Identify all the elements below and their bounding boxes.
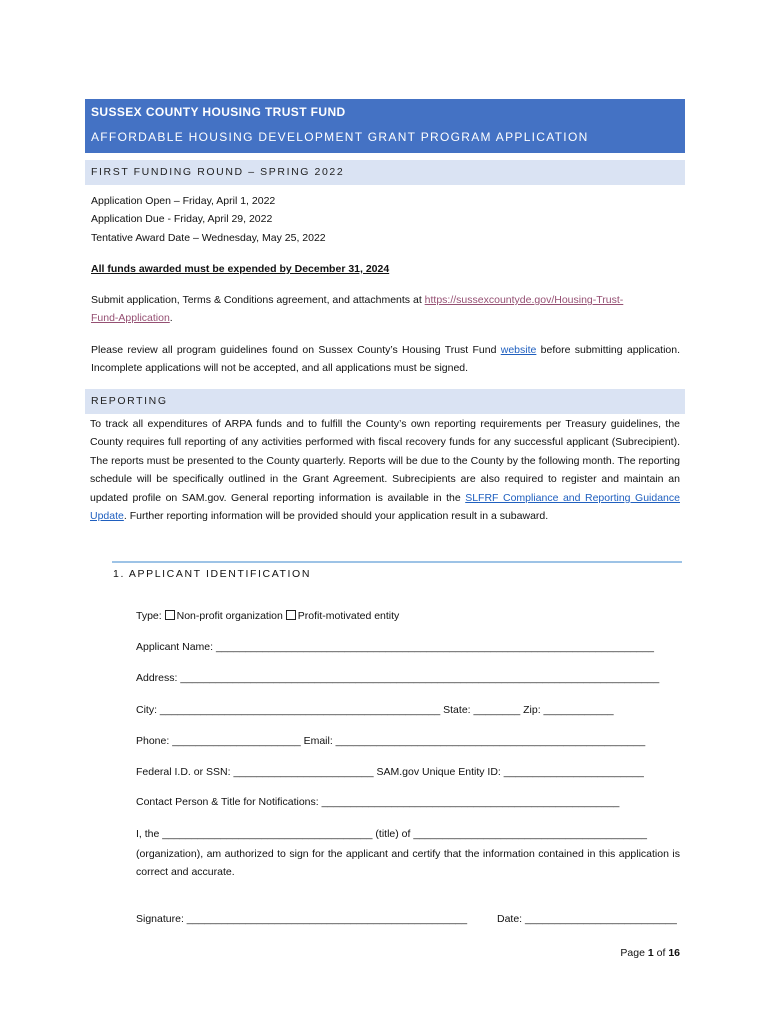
application-link-cont[interactable]: Fund-Application [91,312,170,325]
profit-label: Profit-motivated entity [297,610,400,622]
type-row [136,610,681,622]
submit-text: Submit application, Terms & Conditions agreement, and attachments at [91,294,425,306]
applicant-name-field[interactable]: Applicant Name: ___________________________________________________________________________ [136,641,654,653]
slfrf-guidance-link[interactable]: SLFRF Compliance and Reporting Guidance Update [90,491,680,523]
title-banner [85,99,685,153]
page-total: 16 [668,947,680,959]
page-number [600,947,680,959]
funds-notice: All funds awarded must be expended by December 31, 2024 [91,263,390,275]
reporting-text-end: . Further reporting information will be provided should your application result in a subaward. [123,510,549,523]
nonprofit-label: Non-profit organization [176,610,286,622]
contact-person-field[interactable]: Contact Person & Title for Notifications: ___________________________________________________ [136,796,620,808]
page-prefix: Page [620,947,648,959]
reporting-paragraph [90,415,680,525]
phone-email-field[interactable]: Phone: ______________________ Email: _____________________________________________________ [136,735,646,747]
certification-text: (organization), am authorized to sign for the applicant and certify that the information contained in this application is correct and accurate. [136,848,680,879]
date-field[interactable]: Date: __________________________ [497,913,677,925]
profit-checkbox[interactable] [286,610,296,620]
nonprofit-checkbox[interactable] [165,610,175,620]
review-text: Please review all program guidelines found on Sussex County’s Housing Trust Fund [91,344,501,356]
date-due: Application Due - Friday, April 29, 2022 [91,213,273,226]
date-open: Application Open – Friday, April 1, 2022 [91,195,276,207]
submit-end: . [169,312,173,325]
dates-list [91,192,680,247]
funding-round-heading: FIRST FUNDING ROUND – SPRING 2022 [85,160,685,185]
page-of: of [653,947,669,959]
type-label: Type: [136,610,165,622]
federal-id-field[interactable]: Federal I.D. or SSN: ________________________ SAM.gov Unique Entity ID: ________________________ [136,766,644,778]
reporting-text: To track all expenditures of ARPA funds and to fulfill the County’s own reporting requirements per Treasury guidelines, the County requires full reporting of any activities performed with fiscal recovery funds for any successful applicant (Subrecipient). The reports must be presented to the County quarterly. Reports will be due to the County by the following month. The reporting schedule will be specifically outlined in the Grant Agreement. Subrecipients are also required to register and maintain an updated profile on SAM.gov. General reporting information is available in the [90,418,680,504]
application-link[interactable]: https://sussexcountyde.gov/Housing-Trust- [424,294,624,306]
review-text-end: before submitting application. Incomplete applications will not be accepted, and all applications must be signed. [91,344,680,375]
certification-title-field[interactable]: I, the ____________________________________ (title) of ________________________________________ [136,828,647,840]
review-paragraph [91,341,680,378]
date-award: Tentative Award Date – Wednesday, May 25, 2022 [91,231,326,244]
website-link[interactable]: website [500,344,537,356]
section-title: 1. APPLICANT IDENTIFICATION [113,568,312,580]
page-current: 1 [647,947,654,959]
signature-field[interactable]: Signature: ________________________________________________ [136,913,468,925]
city-state-zip-field[interactable]: City: ________________________________________________ State: ________ Zip: ____________ [136,704,614,716]
document-subtitle: AFFORDABLE HOUSING DEVELOPMENT GRANT PROGRAM APPLICATION [91,130,589,144]
section-divider [112,561,682,563]
reporting-heading: REPORTING [85,389,685,414]
address-field[interactable]: Address: __________________________________________________________________________________ [136,672,660,684]
submit-paragraph [91,291,680,328]
document-title: SUSSEX COUNTY HOUSING TRUST FUND [91,105,346,119]
